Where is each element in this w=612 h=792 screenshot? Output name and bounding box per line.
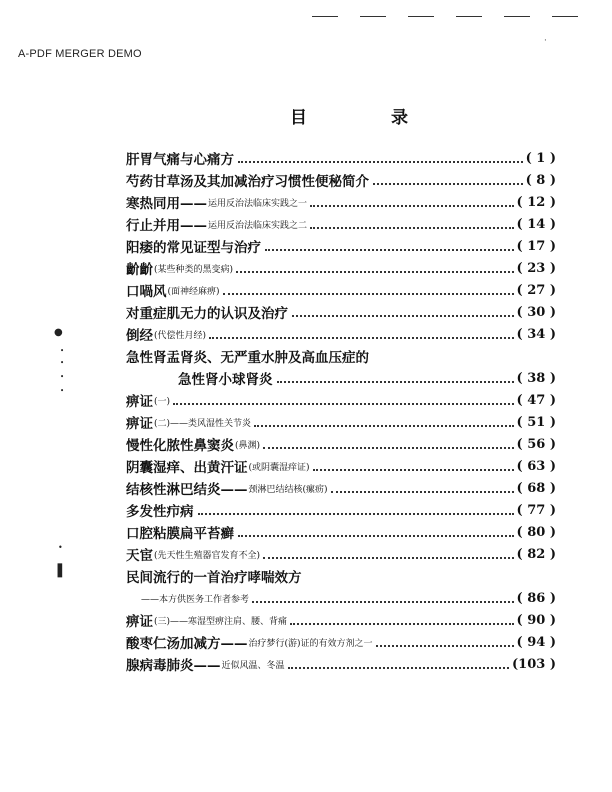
toc-entry-16[interactable] (126, 499, 556, 521)
entry-subtitle: 运用反治法临床实践之一 (208, 198, 308, 209)
entry-title: 行止并用—— (126, 218, 207, 234)
entry-title: 酸枣仁汤加减方—— (126, 636, 248, 652)
toc-entry-13[interactable] (126, 433, 556, 455)
entry-page-number: ( 82 ) (516, 546, 556, 562)
dot-leader (310, 226, 514, 229)
toc-entry-19-line-1[interactable] (126, 565, 302, 587)
dot-leader (209, 336, 514, 339)
dot-leader (265, 248, 514, 251)
entry-subtitle: ——本方供医务工作者参考 (141, 594, 250, 605)
entry-subtitle: 颈淋巴结结核(瘰疬) (248, 484, 328, 495)
dot-leader (254, 424, 514, 427)
margin-dot-icon: • (60, 347, 65, 355)
toc-entry-19-line-2[interactable] (140, 587, 556, 609)
entry-title: 倒经 (126, 328, 153, 344)
dot-leader (331, 490, 514, 493)
toc-entry-15[interactable] (126, 477, 556, 499)
toc-entry-6[interactable] (126, 257, 556, 279)
entry-page-number: ( 14 ) (516, 216, 556, 232)
dot-leader (313, 468, 514, 471)
dot-leader (310, 204, 514, 207)
entry-subtitle: 治疗梦行(游)证的有效方剂之一 (248, 638, 373, 649)
entry-title: 痹证 (126, 416, 153, 432)
dot-leader (290, 622, 514, 625)
entry-page-number: ( 56 ) (516, 436, 556, 452)
entry-subtitle: (或阴囊湿痒证) (248, 462, 310, 473)
entry-page-number: ( 90 ) (516, 612, 556, 628)
entry-title: 痹证 (126, 614, 153, 630)
toc-entry-7[interactable] (126, 279, 556, 301)
entry-page-number: ( 77 ) (516, 502, 556, 518)
toc-entry-4[interactable] (126, 213, 556, 235)
entry-subtitle: (一) (154, 396, 171, 407)
entry-page-number: ( 80 ) (516, 524, 556, 540)
entry-subtitle: (先天性生殖器官发育不全) (154, 550, 261, 561)
entry-page-number: (103 ) (512, 656, 556, 672)
dot-leader (373, 182, 523, 185)
dot-leader (238, 534, 514, 537)
toc-entry-8[interactable] (126, 301, 556, 323)
toc-entry-9[interactable] (126, 323, 556, 345)
toc-entry-1[interactable] (126, 147, 556, 169)
entry-subtitle: (某些种类的黑变病) (154, 264, 234, 275)
toc-entry-2[interactable] (126, 169, 556, 191)
dot-leader (277, 380, 514, 383)
margin-blot-icon: ❚ (54, 562, 66, 578)
margin-dot-icon: • (60, 373, 65, 381)
entry-page-number: ( 34 ) (516, 326, 556, 342)
margin-dot-icon: • (58, 543, 63, 552)
entry-title: 阴囊湿痒、出黄汗证 (126, 460, 248, 476)
entry-title: 急性肾小球肾炎 (178, 372, 273, 388)
entry-title: 慢性化脓性鼻窦炎 (126, 438, 234, 454)
entry-title: 齘齘 (126, 262, 153, 278)
entry-page-number: ( 1 ) (525, 150, 556, 166)
title-char-right: 录 (391, 108, 410, 128)
entry-subtitle: (鼻渊) (235, 440, 261, 451)
watermark-text: A-PDF MERGER DEMO (18, 48, 142, 60)
dot-leader (376, 644, 514, 647)
dot-leader (292, 314, 514, 317)
entry-title: 民间流行的一首治疗哮喘效方 (126, 570, 302, 586)
entry-page-number: ( 68 ) (516, 480, 556, 496)
entry-title: 急性肾盂肾炎、无严重水肿及高血压症的 (126, 350, 369, 366)
entry-page-number: ( 86 ) (516, 590, 556, 606)
toc-entry-10-line-1[interactable] (126, 345, 369, 367)
entry-page-number: ( 38 ) (516, 370, 556, 386)
toc-entry-10-line-2[interactable] (178, 367, 556, 389)
dot-leader (238, 160, 523, 163)
entry-page-number: ( 51 ) (516, 414, 556, 430)
scan-speck: · (544, 36, 547, 46)
toc-entry-22[interactable] (126, 653, 556, 675)
title-char-left: 目 (290, 108, 309, 128)
entry-title: 腺病毒肺炎—— (126, 658, 221, 674)
entry-title: 芍药甘草汤及其加减治疗习惯性便秘简介 (126, 174, 369, 190)
dot-leader (173, 402, 514, 405)
toc-entry-3[interactable] (126, 191, 556, 213)
entry-title: 天宦 (126, 548, 153, 564)
entry-subtitle: (代偿性月经) (154, 330, 207, 341)
margin-dot-icon: • (60, 387, 65, 395)
entry-subtitle: (三)——寒湿型痹注肩、腰、背痛 (154, 616, 288, 627)
entry-subtitle: (面神经麻痹) (167, 286, 220, 297)
entry-page-number: ( 8 ) (525, 172, 556, 188)
margin-bullet-icon: ● (54, 327, 63, 338)
entry-page-number: ( 17 ) (516, 238, 556, 254)
dot-leader (263, 556, 514, 559)
toc-entry-11[interactable] (126, 389, 556, 411)
toc-entry-18[interactable] (126, 543, 556, 565)
dot-leader (198, 512, 514, 515)
entry-page-number: ( 12 ) (516, 194, 556, 210)
entry-title: 结核性淋巴结炎—— (126, 482, 248, 498)
entry-page-number: ( 94 ) (516, 634, 556, 650)
entry-page-number: ( 27 ) (516, 282, 556, 298)
toc-entry-20[interactable] (126, 609, 556, 631)
entry-title: 口喎风 (126, 284, 167, 300)
toc-entry-14[interactable] (126, 455, 556, 477)
entry-subtitle: 近似风温、冬温 (221, 660, 285, 671)
entry-title: 口腔粘膜扁平苔癣 (126, 526, 234, 542)
dot-leader (236, 270, 514, 273)
entry-page-number: ( 30 ) (516, 304, 556, 320)
entry-title: 痹证 (126, 394, 153, 410)
entry-title: 阳痿的常见证型与治疗 (126, 240, 261, 256)
toc-entry-21[interactable] (126, 631, 556, 653)
entry-page-number: ( 23 ) (516, 260, 556, 276)
entry-page-number: ( 63 ) (516, 458, 556, 474)
entry-title: 对重症肌无力的认识及治疗 (126, 306, 288, 322)
entry-title: 肝胃气痛与心痛方 (126, 152, 234, 168)
margin-dot-icon: • (60, 359, 65, 367)
toc-entry-12[interactable] (126, 411, 556, 433)
entry-page-number: ( 47 ) (516, 392, 556, 408)
entry-title: 寒热同用—— (126, 196, 207, 212)
entry-subtitle: 运用反治法临床实践之二 (208, 220, 308, 231)
dot-leader (223, 292, 514, 295)
dot-leader (252, 600, 514, 603)
toc-entry-5[interactable] (126, 235, 556, 257)
entry-title: 多发性疖病 (126, 504, 194, 520)
toc-entry-17[interactable] (126, 521, 556, 543)
dot-leader (263, 446, 514, 449)
entry-subtitle: (二)——类风湿性关节炎 (154, 418, 252, 429)
dot-leader (288, 666, 510, 669)
